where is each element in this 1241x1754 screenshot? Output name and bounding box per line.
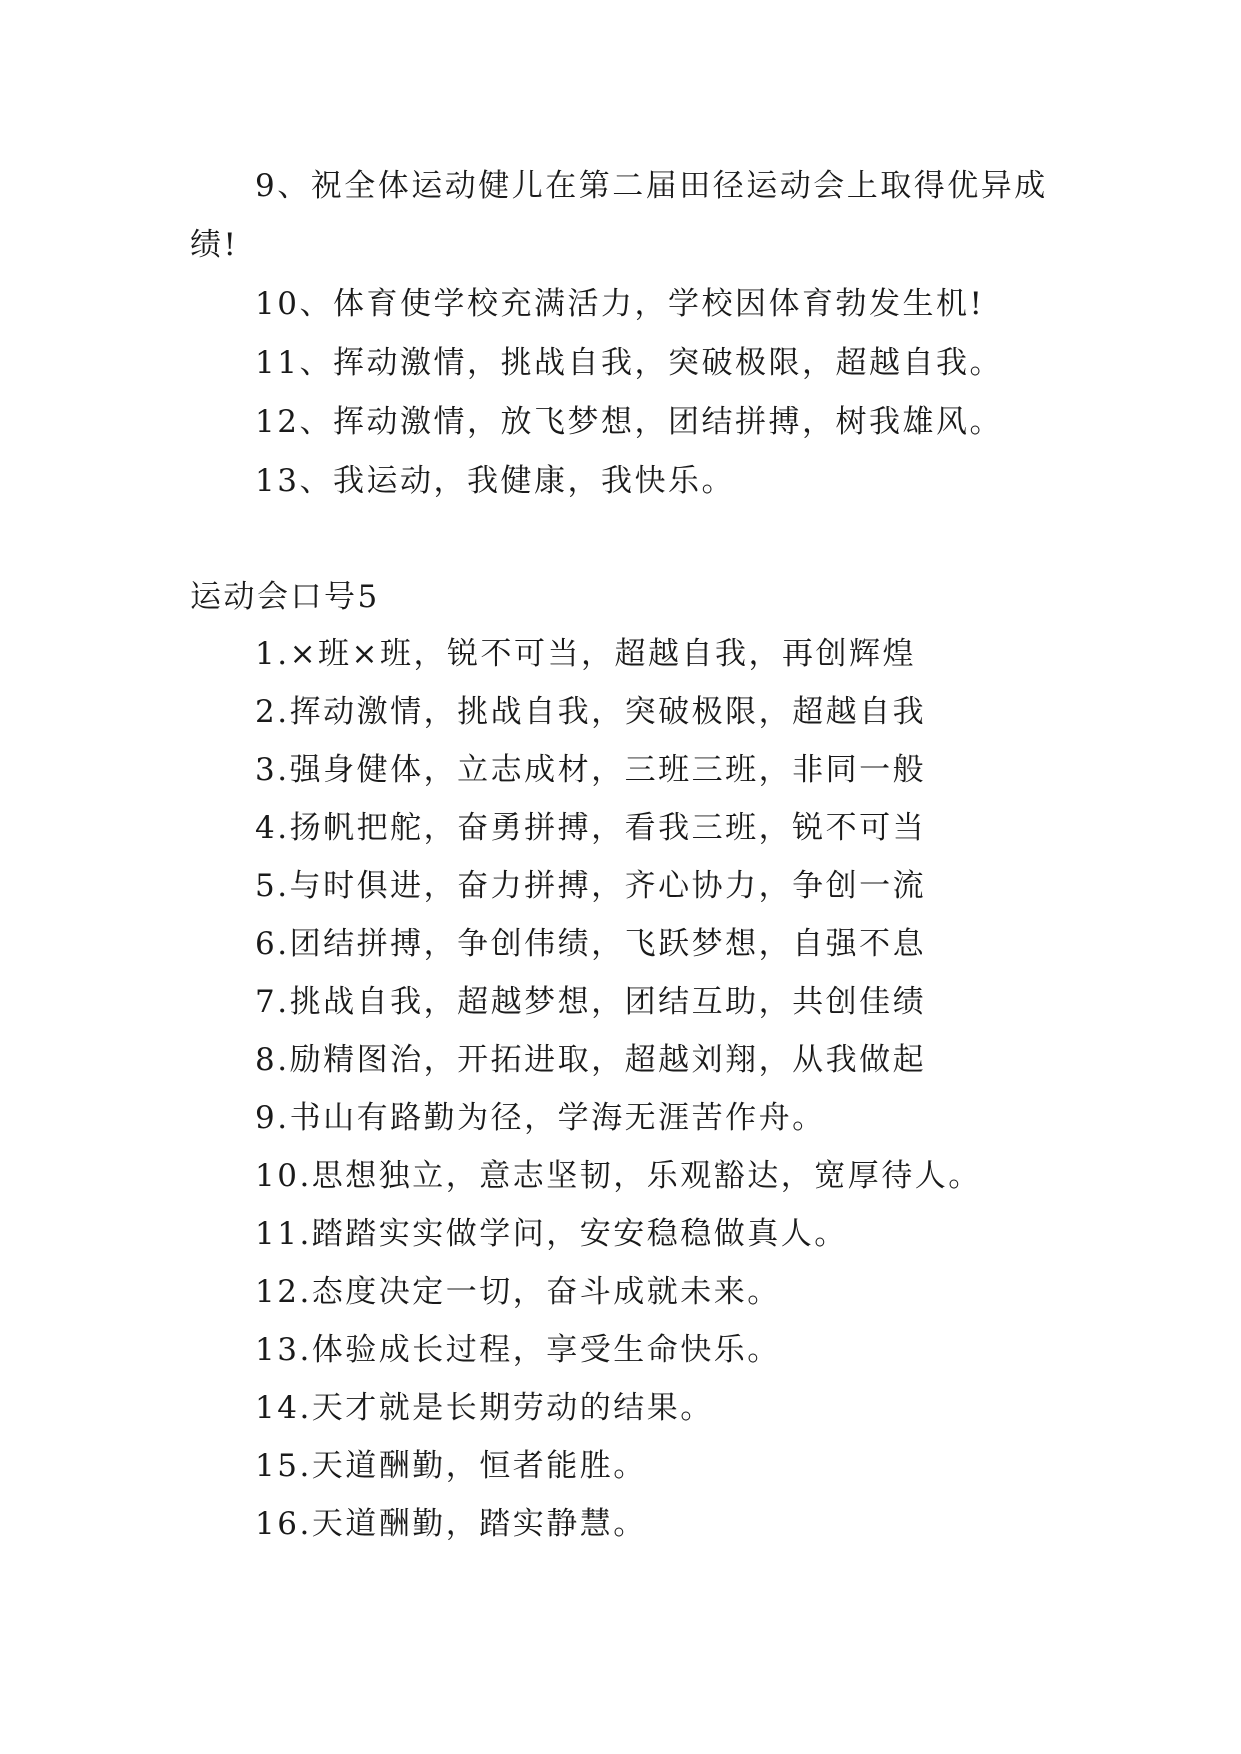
list-item: 12.态度决定一切，奋斗成就未来。 — [255, 1274, 781, 1310]
list-item: 5.与时俱进，奋力拼搏，齐心协力，争创一流 — [255, 868, 927, 904]
list-item: 13.体验成长过程，享受生命快乐。 — [255, 1332, 781, 1368]
list-item: 10.思想独立，意志坚韧，乐观豁达，宽厚待人。 — [255, 1158, 982, 1194]
list-item: 1.×班×班，锐不可当，超越自我，再创辉煌 — [255, 636, 917, 672]
list-item: 11.踏踏实实做学问，安安稳稳做真人。 — [255, 1216, 848, 1252]
slogan-line-10: 10、体育使学校充满活力，学校因体育勃发生机! — [255, 286, 985, 322]
list-item: 3.强身健体，立志成材，三班三班，非同一般 — [255, 752, 927, 788]
list-item: 4.扬帆把舵，奋勇拼搏，看我三班，锐不可当 — [255, 810, 927, 846]
list-item: 2.挥动激情，挑战自我，突破极限，超越自我 — [255, 694, 927, 730]
list-item: 16.天道酬勤，踏实静慧。 — [255, 1506, 647, 1542]
slogan-line-9: 9、祝全体运动健儿在第二届田径运动会上取得优异成 — [255, 168, 1048, 204]
list-item: 14.天才就是长期劳动的结果。 — [255, 1390, 714, 1426]
slogan-line-12: 12、挥动激情，放飞梦想，团结拼搏，树我雄风。 — [255, 404, 1003, 440]
list-item: 15.天道酬勤，恒者能胜。 — [255, 1448, 647, 1484]
list-item: 8.励精图治，开拓进取，超越刘翔，从我做起 — [255, 1042, 927, 1078]
list-item: 7.挑战自我，超越梦想，团结互助，共创佳绩 — [255, 984, 927, 1020]
list-item: 6.团结拼搏，争创伟绩，飞跃梦想，自强不息 — [255, 926, 927, 962]
list-item: 9.书山有路勤为径，学海无涯苦作舟。 — [255, 1100, 826, 1136]
slogan-line-13: 13、我运动，我健康，我快乐。 — [255, 463, 735, 499]
slogan-line-9-wrap: 绩! — [190, 227, 239, 263]
section-heading: 运动会口号5 — [190, 579, 380, 615]
slogan-line-11: 11、挥动激情，挑战自我，突破极限，超越自我。 — [255, 345, 1003, 381]
